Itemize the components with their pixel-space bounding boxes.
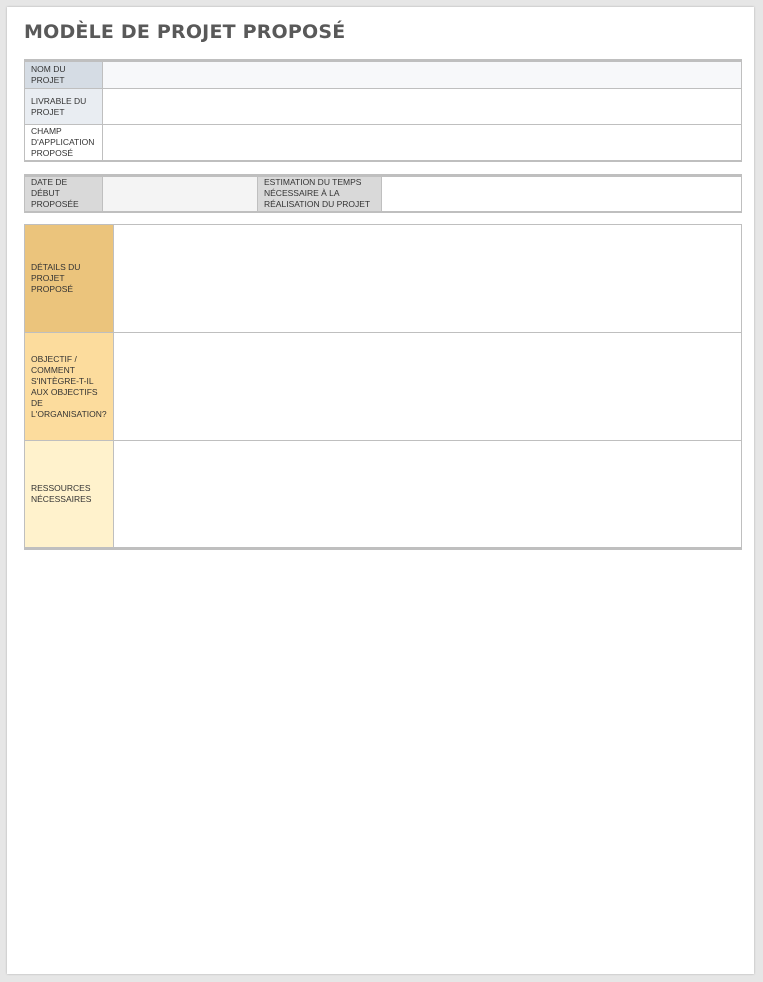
resources-field[interactable] [114,441,742,549]
table-row [25,125,742,161]
project-details-table [24,224,742,550]
table-row [25,225,742,333]
project-name-label: NOM DU PROJET [25,61,103,89]
project-details-field[interactable] [114,225,742,333]
table-row [25,176,742,212]
schedule-table [24,174,742,213]
table-row [25,61,742,89]
project-deliverable-field[interactable] [103,89,742,125]
time-estimate-label: ESTIMATION DU TEMPS NÉCESSAIRE À LA RÉALISATION DU PROJET [258,176,382,212]
resources-label: RESSOURCES NÉCESSAIRES [25,441,114,549]
project-deliverable-label: LIVRABLE DU PROJET [25,89,103,125]
objective-label: OBJECTIF / COMMENT S'INTÈGRE-T-IL AUX OBJECTIFS DE L'ORGANISATION? [25,333,114,441]
proposed-scope-label: CHAMP D'APPLICATION PROPOSÉ [25,125,103,161]
start-date-label: DATE DE DÉBUT PROPOSÉE [25,176,103,212]
table-row [25,333,742,441]
proposed-scope-field[interactable] [103,125,742,161]
project-info-table [24,59,742,162]
table-row [25,441,742,549]
page-title: MODÈLE DE PROJET PROPOSÉ [24,21,346,43]
project-name-field[interactable] [103,61,742,89]
objective-field[interactable] [114,333,742,441]
document-page [7,7,754,974]
time-estimate-field[interactable] [382,176,742,212]
start-date-field[interactable] [103,176,258,212]
table-row [25,89,742,125]
project-details-label: DÉTAILS DU PROJET PROPOSÉ [25,225,114,333]
